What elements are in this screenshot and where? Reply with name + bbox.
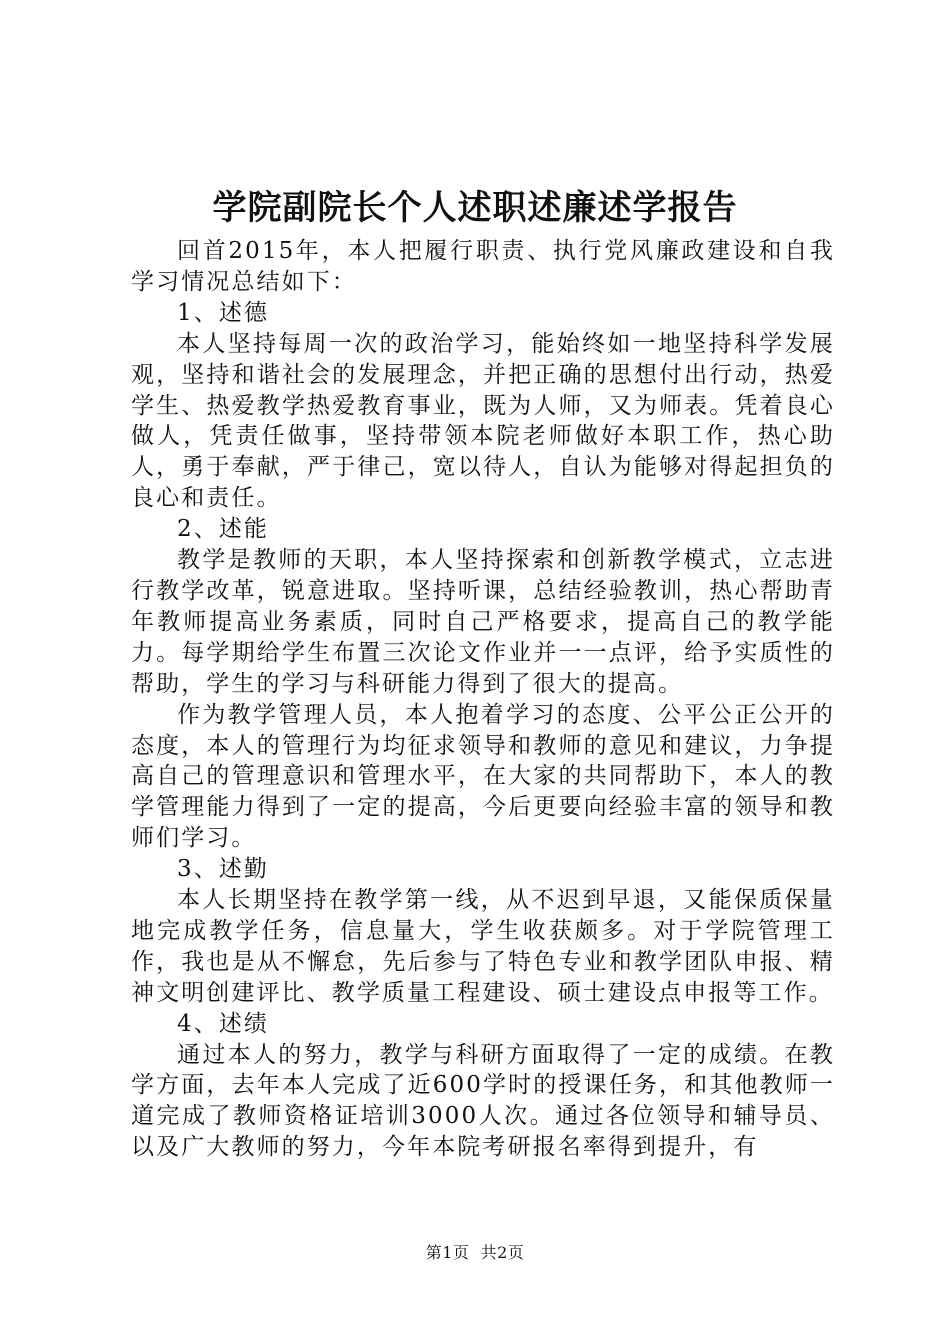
paragraph-intro: 回首2015年，本人把履行职责、执行党风廉政建设和自我学习情况总结如下： xyxy=(131,238,835,295)
section-heading-ability: 2、述能 xyxy=(177,516,270,543)
page-total: 共2页 xyxy=(480,1243,525,1262)
paragraph-ability-teaching: 教学是教师的天职，本人坚持探索和创新教学模式，立志进行教学改革，锐意进取。坚持听课，总结经验教训，热心帮助青年教师提高业务素质，同时自己严格要求，提高自己的教学能力。每学期给学生布置三次论文作业并一一点评，给予实质性的帮助，学生的学习与科研能力得到了很大的提高。 xyxy=(131,547,835,697)
document-body xyxy=(131,236,835,1163)
section-heading-achievements: 4、述绩 xyxy=(177,1010,270,1037)
section-heading-morality: 1、述德 xyxy=(177,299,270,326)
page-number: 第1页 xyxy=(425,1243,470,1262)
paragraph-morality: 本人坚持每周一次的政治学习，能始终如一地坚持科学发展观，坚持和谐社会的发展理念，并把正确的思想付出行动，热爱学生、热爱教学热爱教育事业，既为人师，又为师表。凭着良心做人，凭责任做事，坚持带领本院老师做好本职工作，热心助人，勇于奉献，严于律己，宽以待人，自认为能够对得起担负的良心和责任。 xyxy=(131,330,835,512)
section-heading-diligence: 3、述勤 xyxy=(177,856,270,883)
document-title: 学院副院长个人述职述廉述学报告 xyxy=(212,188,738,228)
paragraph-achievements: 通过本人的努力，教学与科研方面取得了一定的成绩。在教学方面，去年本人完成了近600学时的授课任务，和其他教师一道完成了教师资格证培训3000人次。通过各位领导和辅导员、以及广大教师的努力，今年本院考研报名率得到提升，有 xyxy=(131,1041,835,1161)
paragraph-ability-management: 作为教学管理人员，本人抱着学习的态度、公平公正公开的态度，本人的管理行为均征求领导和教师的意见和建议，力争提高自己的管理意识和管理水平，在大家的共同帮助下，本人的教学管理能力得到了一定的提高，今后更要向经验丰富的领导和教师们学习。 xyxy=(131,701,835,852)
paragraph-diligence: 本人长期坚持在教学第一线，从不迟到早退，又能保质保量地完成教学任务，信息量大，学生收获颇多。对于学院管理工作，我也是从不懈怠，先后参与了特色专业和教学团队申报、精神文明创建评比、教学质量工程建设、硕士建设点申报等工作。 xyxy=(131,887,835,1006)
footer-separator xyxy=(469,1243,480,1262)
page-footer xyxy=(0,1242,950,1264)
